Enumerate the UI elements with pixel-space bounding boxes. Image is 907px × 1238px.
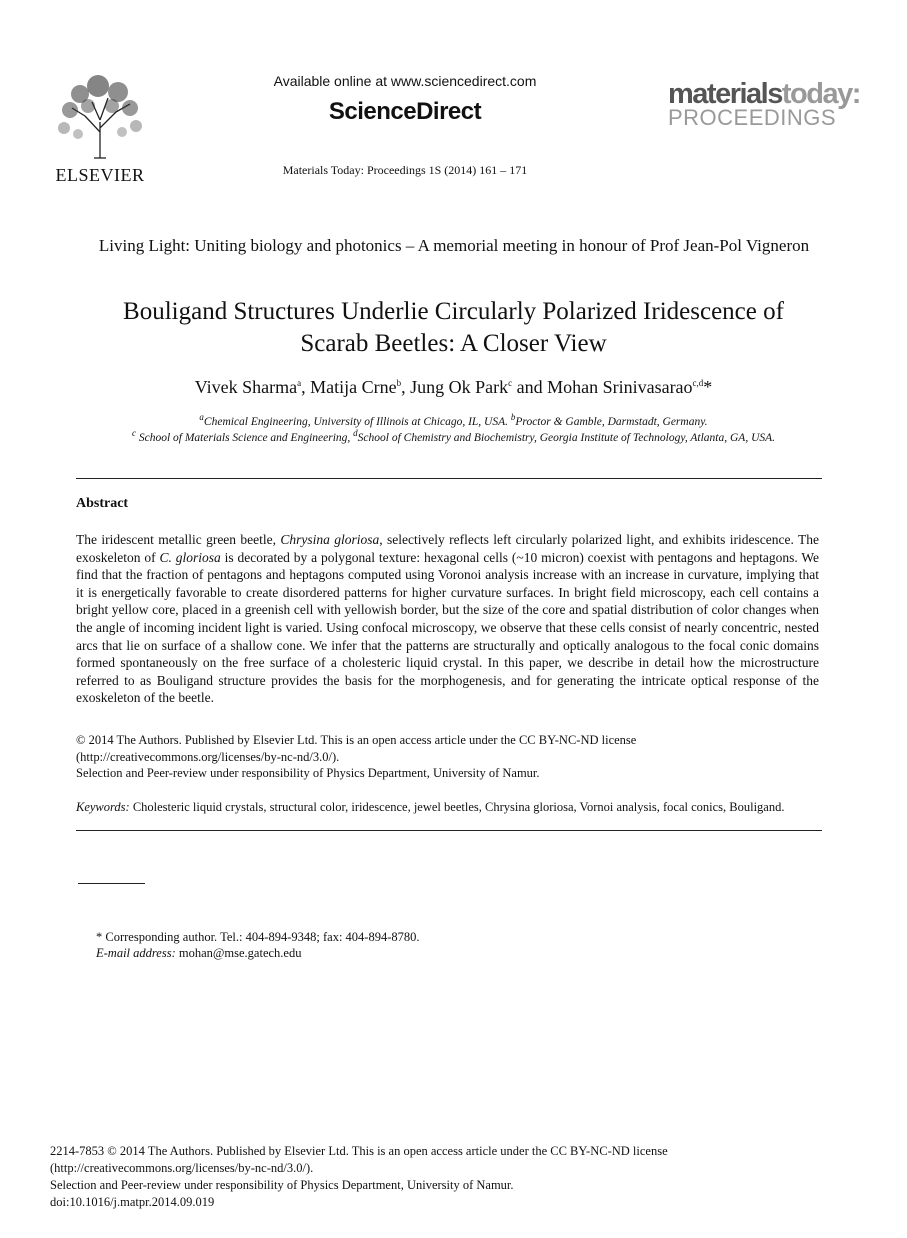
divider-top: [76, 478, 822, 479]
license-block: © 2014 The Authors. Published by Elsevier Ltd. This is an open access article under the CC BY-NC-ND license (http://creativecommons.org/licenses/by-nc-nd/3.0/). Selection and Peer-review under responsibility of Physics Department, University of Namur.: [76, 732, 822, 782]
author-name: Mohan Srinivasarao: [547, 377, 693, 397]
author-name: Matija Crne: [310, 377, 397, 397]
paper-title-line2: Scarab Beetles: A Closer View: [300, 330, 607, 357]
affiliations: $^a$Chemical Engineering, University of Illinois at Chicago, IL, USA. $^b$Proctor & Gamble, Darmstadt, Germany. $^c$ School of Materials Science and Engineering, $^d$School of Chemistry and Biochemistry, Georgia Institute of Technology, Atlanta, GA, USA.: [131, 412, 776, 444]
sciencedirect-logo: ScienceDirect: [328, 98, 482, 125]
keywords-text: Cholesteric liquid crystals, structural color, iridescence, jewel beetles, Chrysina gloriosa, Vornoi analysis, focal conics, Bouligand.: [129, 800, 785, 814]
author-aff: c,d: [692, 378, 704, 388]
abstract-body: The iridescent metallic green beetle, Chrysina gloriosa, selectively reflects left circularly polarized light, and exhibits iridescence. The exoskeleton of C. gloriosa is decorated by a polygonal texture: hexagonal cells (~10 micron) coexist with pentagons and heptagons. We find that the fraction of pentagons and heptagons computed using Voronoi analysis increase with an increase in curvature, implying that it is energetically favorable to create disordered patterns for higher curvature surfaces. In bright field microscopy, each cell contains a bright yellow core, placed in a greenish cell with yellowish border, but the size of the core and spatial distribution of color changes when the angle of incoming incident light is varied. Using confocal microscopy, we observe that these cells consist of nearly concentric, nested arcs that lie on surface of a shallow cone. We infer that the patterns are structurally and optically analogous to the focal conic domains formed spontaneously on the free surface of a cholesteric liquid crystal. In this paper, we describe in detail how the microstructure referred to as Bouligand structure provides the basis for the morphogenesis, and for generating the intricate optical response of the exoskeleton of the beetle.: [76, 532, 820, 706]
divider-bottom: [76, 830, 822, 831]
doi[interactable]: doi:10.1016/j.matpr.2014.09.019: [50, 1195, 215, 1209]
author-aff: b: [396, 378, 402, 388]
materials-today-logo: materialstoday: PROCEEDINGS: [668, 80, 868, 129]
available-online: Available online at www.sciencedirect.com: [273, 73, 537, 89]
species-name: Chrysina gloriosa: [280, 532, 380, 547]
elsevier-wordmark: ELSEVIER: [55, 165, 145, 185]
logo-proceedings: PROCEEDINGS: [668, 105, 837, 130]
author-list: Vivek Sharma$^a$, Matija Crne$^b$, Jung Ok Park$^c$ and Mohan Srinivasarao$^{c,d}$*: [194, 377, 713, 397]
species-short: C. gloriosa: [159, 549, 221, 565]
logo-materials: materials: [668, 78, 782, 110]
corresponding-author: * Corresponding author. Tel.: 404-894-9348; fax: 404-894-8780.: [96, 930, 420, 944]
paper-title-line1: Bouligand Structures Underlie Circularly Polarized Iridescence of: [123, 298, 784, 325]
logo-today: today: [781, 78, 852, 110]
abstract-heading: Abstract: [76, 496, 129, 511]
author-aff: c: [508, 378, 513, 388]
paper-title: [50, 296, 857, 360]
conference-title: Living Light: Uniting biology and photonics – A memorial meeting in honour of Prof Jean-Pol Vigneron: [98, 236, 810, 255]
keywords: [76, 800, 822, 815]
footnote: * Corresponding author. Tel.: 404-894-9348; fax: 404-894-8780. E-mail address: mohan@mse.gatech.edu: [96, 929, 796, 961]
elsevier-tree-icon: [50, 72, 150, 160]
email-address[interactable]: mohan@mse.gatech.edu: [175, 946, 302, 960]
footer-license-link[interactable]: (http://creativecommons.org/licenses/by-nc-nd/3.0/).: [50, 1161, 314, 1175]
footnote-rule: [78, 883, 145, 884]
keywords-label: Keywords:: [76, 800, 130, 814]
author-name: Vivek Sharma: [194, 377, 298, 397]
license-link[interactable]: (http://creativecommons.org/licenses/by-nc-nd/3.0/).: [76, 749, 340, 764]
elsevier-logo: [50, 72, 150, 185]
author-name: Jung Ok Park: [410, 377, 509, 397]
journal-citation: Materials Today: Proceedings 1S (2014) 161 – 171: [282, 163, 528, 177]
page-footer: 2214-7853 © 2014 The Authors. Published by Elsevier Ltd. This is an open access article under the CC BY-NC-ND license (http://creativecommons.org/licenses/by-nc-nd/3.0/). Selection and Peer-review under responsibility of Physics Department, University of Namur. doi:10.1016/j.matpr.2014.09.019: [50, 1143, 870, 1211]
author-aff: a: [297, 378, 302, 388]
